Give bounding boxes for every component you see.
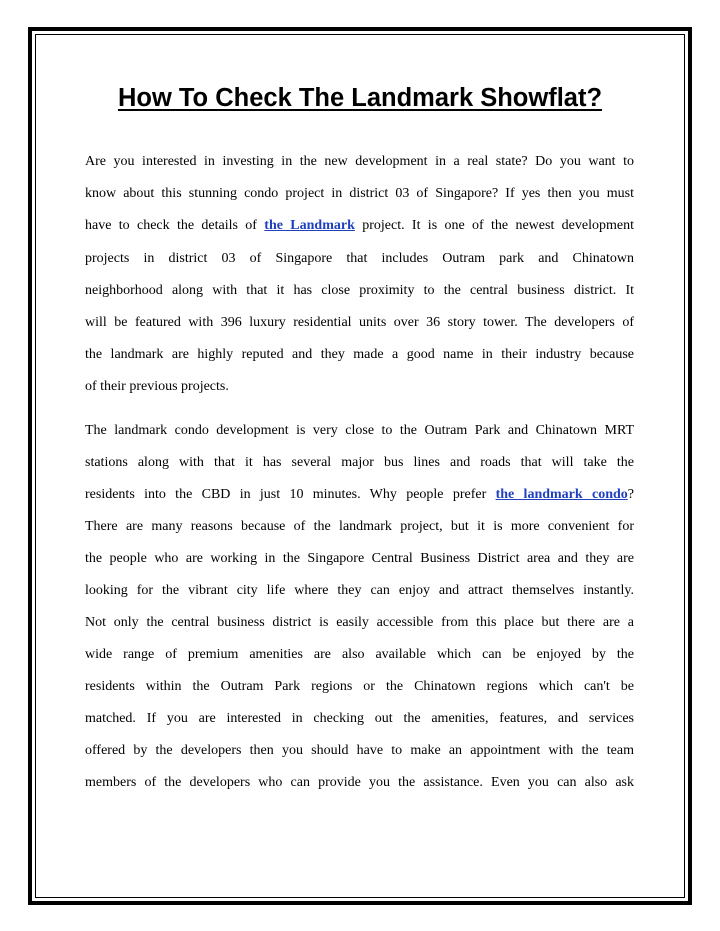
line-text: the people who are working in the Singapore Central Business District area and they are [85, 551, 634, 566]
body-line [85, 454, 634, 472]
body-line [85, 346, 634, 364]
line-text: members of the developers who can provide you the assistance. Even you can also ask [85, 775, 634, 790]
landmark-link[interactable]: the Landmark [264, 218, 355, 233]
line-text: wide range of premium amenities are also available which can be enjoyed by the [85, 647, 634, 662]
body-line [85, 518, 634, 536]
page-title: How To Check The Landmark Showflat? [117, 84, 603, 112]
line-text: residents within the Outram Park regions or the Chinatown regions which can't be [85, 679, 634, 694]
line-text: matched. If you are interested in checking out the amenities, features, and services [85, 711, 634, 726]
line-text: ? [627, 487, 635, 502]
line-text: Are you interested in investing in the new development in a real state? Do you want to [85, 154, 634, 169]
line-text: looking for the vibrant city life where they can enjoy and attract themselves instantly. [85, 583, 634, 598]
line-text: There are many reasons because of the landmark project, but it is more convenient for [85, 519, 634, 534]
line-text: residents into the CBD in just 10 minutes. Why people prefer [85, 487, 496, 502]
body-line [85, 582, 634, 600]
line-text: project. It is one of the newest development [354, 218, 634, 233]
line-text: neighborhood along with that it has close proximity to the central business district. It [85, 283, 634, 298]
body-line [85, 422, 634, 440]
body-line [85, 550, 634, 568]
line-text: know about this stunning condo project in district 03 of Singapore? If yes then you must [85, 186, 634, 201]
line-text: the landmark are highly reputed and they made a good name in their industry because [85, 347, 634, 362]
body-line [85, 314, 634, 332]
body-line [85, 614, 634, 632]
body-line [85, 153, 634, 171]
line-text: stations along with that it has several major bus lines and roads that will take the [85, 455, 634, 470]
line-text: Not only the central business district is easily accessible from this place but there are a [85, 615, 634, 630]
body-line [85, 710, 634, 728]
landmark-condo-link[interactable]: the landmark condo [495, 487, 628, 502]
body-line [85, 678, 634, 696]
body-line [85, 378, 634, 396]
line-text: have to check the details of [85, 218, 265, 233]
body-line [85, 185, 634, 203]
body-line [85, 742, 634, 760]
line-text: will be featured with 396 luxury residential units over 36 story tower. The developers of [85, 315, 634, 330]
body-line [85, 217, 634, 235]
line-text: The landmark condo development is very close to the Outram Park and Chinatown MRT [85, 423, 634, 438]
line-text: projects in district 03 of Singapore that includes Outram park and Chinatown [85, 251, 634, 266]
body-line [85, 646, 634, 664]
body-line [85, 486, 634, 504]
line-text: offered by the developers then you should have to make an appointment with the team [85, 743, 634, 758]
line-text: of their previous projects. [85, 379, 229, 394]
body-line [85, 774, 634, 792]
body-line [85, 250, 634, 268]
body-line [85, 282, 634, 300]
